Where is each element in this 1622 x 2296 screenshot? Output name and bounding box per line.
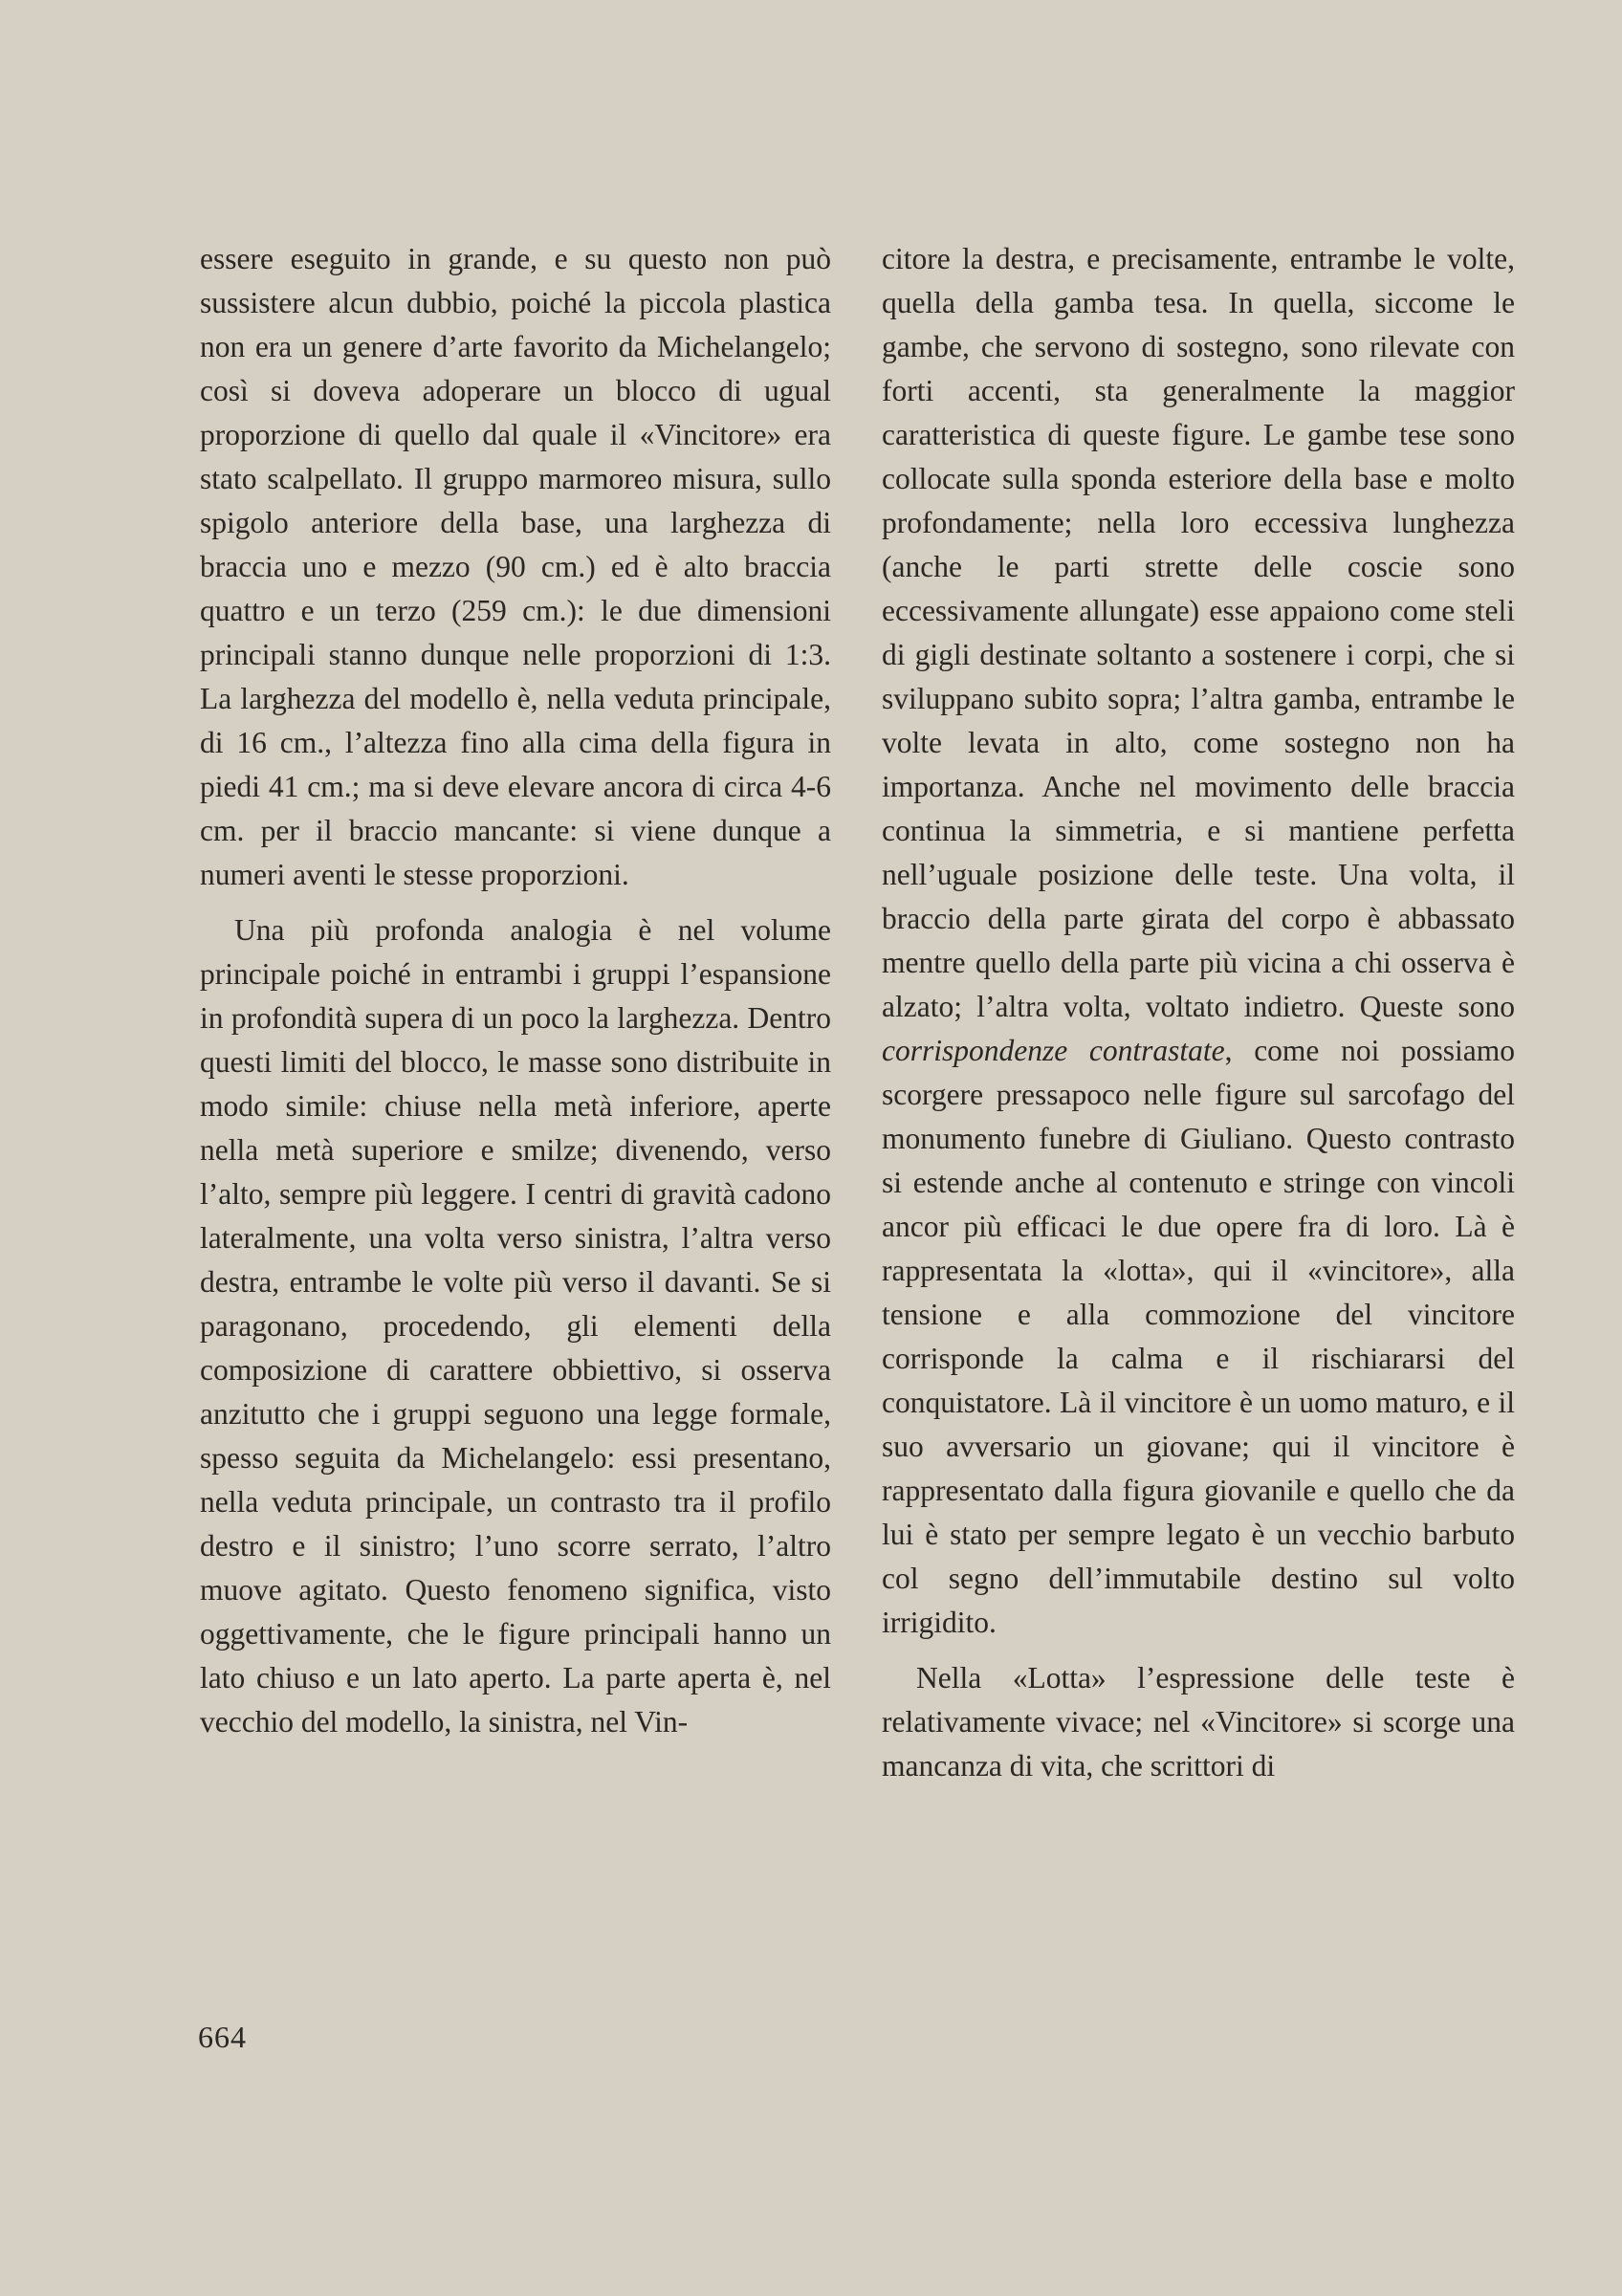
paragraph-text: citore la destra, e precisamente, entrambe le volte, quella della gamba tesa. In quella, siccome le gambe, che servono di sostegno, sono rilevate con forti accenti, sta generalmente la maggior caratteristica di queste figure. Le gambe tese sono collocate sulla sponda esteriore della base e molto profondamente; nella loro eccessiva lunghezza (anche le parti strette delle coscie sono eccessivamente allungate) esse appaiono come steli di gigli destinate soltanto a sostenere i corpi, che si sviluppano subito sopra; l’altra gamba, entrambe le volte levata in alto, come sostegno non ha importanza. Anche nel movimento delle braccia continua la simmetria, e si mantiene perfetta nell’uguale posizione delle teste. Una volta, il braccio della parte girata del corpo è abbassato mentre quello della parte più vicina a chi osserva è alzato; l’altra volta, voltato indietro. Queste sono	[882, 242, 1515, 1023]
paragraph	[882, 237, 1515, 1645]
italic-phrase: corrispondenze contrastate	[882, 1034, 1225, 1067]
paragraph: essere eseguito in grande, e su questo non può sussistere alcun dubbio, poiché la piccola plastica non era un genere d’arte favorito da Michelangelo; così si doveva adoperare un blocco di ugual proporzione di quello dal quale il «Vincitore» era stato scalpellato. Il gruppo marmoreo misura, sullo spigolo anteriore della base, una larghezza di braccia uno e mezzo (90 cm.) ed è alto braccia quattro e un terzo (259 cm.): le due dimensioni principali stanno dunque nelle proporzioni di 1:3. La larghezza del modello è, nella veduta principale, di 16 cm., l’altezza fino alla cima della figura in piedi 41 cm.; ma si deve elevare ancora di circa 4-6 cm. per il braccio mancante: si viene dunque a numeri aventi le stesse proporzioni.	[200, 242, 831, 891]
left-text-column	[200, 237, 831, 1744]
paragraph-text: , come noi possiamo scorgere pressapoco nelle figure sul sarcofago del monumento funebre di Giuliano. Questo contrasto si estende anche al contenuto e stringe con vincoli ancor più efficaci le due opere fra di loro. Là è rappresentata la «lotta», qui il «vincitore», alla tensione e alla commozione del vincitore corrisponde la calma e il rischiararsi del conquistatore. Là il vincitore è un uomo maturo, e il suo avversario un giovane; qui il vincitore è rappresentato dalla figura giovanile e quello che da lui è stato per sempre legato è un vecchio barbuto col segno dell’immutabile destino sul volto irrigidito.	[882, 1034, 1515, 1639]
right-text-column	[882, 237, 1515, 1788]
page-number: 664	[198, 2020, 247, 2054]
paragraph: Nella «Lotta» l’espressione delle teste è relativamente vivace; nel «Vincitore» si scorge una mancanza di vita, che scrittori di	[882, 1661, 1515, 1782]
paragraph: Una più profonda analogia è nel volume principale poiché in entrambi i gruppi l’espansione in profondità supera di un poco la larghezza. Dentro questi limiti del blocco, le masse sono distribuite in modo simile: chiuse nella metà inferiore, aperte nella metà superiore e smilze; divenendo, verso l’alto, sempre più leggere. I centri di gravità cadono lateralmente, una volta verso sinistra, l’altra verso destra, entrambe le volte più verso il davanti. Se si paragonano, procedendo, gli elementi della composizione di carattere obbiettivo, si osserva anzitutto che i gruppi seguono una legge formale, spesso seguita da Michelangelo: essi presentano, nella veduta principale, un contrasto tra il profilo destro e il sinistro; l’uno scorre serrato, l’altro muove agitato. Questo fenomeno significa, visto oggettivamente, che le figure principali hanno un lato chiuso e un lato aperto. La parte aperta è, nel vecchio del modello, la sinistra, nel Vin-	[200, 913, 831, 1738]
